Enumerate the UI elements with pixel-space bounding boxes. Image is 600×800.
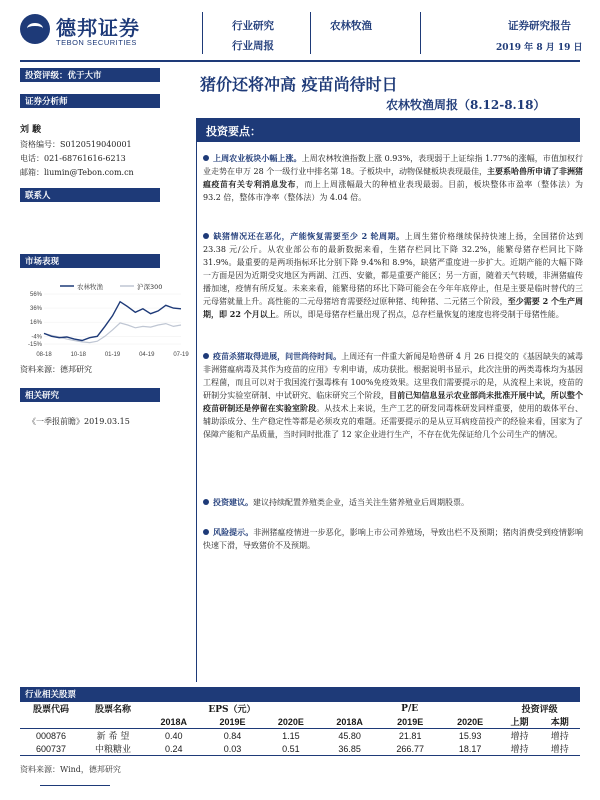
analyst-cert: 资格编号：S0120519040001 <box>20 140 132 149</box>
eps-value: 0.84 <box>223 730 242 741</box>
header-category: 行业研究 <box>232 20 274 32</box>
y-tick-label: -4% <box>31 334 42 341</box>
rating-last: 增持 <box>510 732 529 742</box>
header-sector: 农林牧渔 <box>330 20 372 32</box>
x-tick-label: 01-19 <box>104 352 121 358</box>
point-sector-performance <box>203 152 583 204</box>
bullet-icon <box>203 529 209 535</box>
col-year: 2018A <box>320 715 379 729</box>
col-year: 2019E <box>379 715 441 729</box>
col-year: 2018A <box>144 715 203 729</box>
market-chart-svg <box>20 280 189 360</box>
header-divider <box>202 12 203 54</box>
sidebar <box>20 68 160 268</box>
company-logo <box>20 12 170 50</box>
market-bar: 市场表现 <box>20 254 160 268</box>
col-header-last: 上期 <box>499 715 539 729</box>
point-emphasis: 目前已知信息显示农业部尚未批准开展中试，所以整个疫苗研制还是停留在实验室阶段 <box>203 390 583 413</box>
y-tick-label: 56% <box>29 292 42 298</box>
col-header-name: 股票名称 <box>82 702 144 716</box>
point-text: 。所以，即是母猪存栏量出现了拐点，总存栏量恢复的速度也将受制于母猪性能。 <box>275 310 564 319</box>
x-tick-label: 10-18 <box>70 352 86 358</box>
logo-emblem-icon <box>20 14 50 44</box>
eps-value: 1.15 <box>282 730 300 741</box>
stock-name: 新 希 望 <box>96 732 130 742</box>
eps-value: 0.03 <box>203 742 261 756</box>
point-text: ，而上上周涨幅最大的种植业表现最弱。目前，板块整体市盈率（整体法）为 93.2 倍，整体市净率（整体法）为 4.04 倍。 <box>203 180 583 202</box>
pe-value: 36.85 <box>320 742 379 756</box>
point-emphasis: 主要系哈兽所申请了非洲猪瘟疫苗有关专利消息发布 <box>203 166 583 189</box>
stock-code: 600737 <box>20 742 82 756</box>
col-header-this: 本期 <box>540 715 580 729</box>
report-title: 猪价还将冲高 疫苗尚待时日 <box>200 75 398 94</box>
point-investment-advice <box>203 496 583 509</box>
point-text: 上周农林牧渔指数上涨 0.93%，表现弱于上证综指 1.77%的涨幅，市值加权行业走势在申万 28 个一级行业中排名第 18。子板块中，动物保健板块表现最佳， <box>203 154 584 176</box>
header-divider <box>310 12 311 54</box>
chart-source: 资料来源：德邦研究 <box>20 365 92 374</box>
col-year: 2020E <box>441 715 499 729</box>
point-heading: 疫苗杀猪取得进展，问世尚待时间。 <box>213 351 342 361</box>
pe-value: 15.93 <box>458 730 482 741</box>
rating-bar: 投资评级：优于大市 <box>20 68 160 82</box>
report-header <box>0 0 600 62</box>
analyst-phone: 电话：021-68761616-6213 <box>20 154 126 163</box>
x-tick-label: 07-19 <box>173 352 189 358</box>
point-heading: 投资建议。 <box>213 497 253 507</box>
related-bar: 相关研究 <box>20 388 160 402</box>
header-report-label: 证券研究报告 <box>508 20 571 32</box>
point-text: 建议持续配置养殖类企业，适当关注生猪养殖业后周期股票。 <box>253 498 469 507</box>
analyst-name: 刘 駿 <box>20 125 42 135</box>
point-heading: 风险提示。 <box>213 527 254 537</box>
table-subheader-row <box>20 715 580 729</box>
point-risk-warning <box>203 526 583 552</box>
logo-english-name: TEBON SECURITIES <box>56 38 137 47</box>
legend-label: 农林牧渔 <box>77 283 103 291</box>
point-emphasis: 至少需要 2 个生产周期，即 22 个月以上 <box>203 296 584 319</box>
table-row[interactable] <box>20 729 580 743</box>
stock-code: 000876 <box>35 730 67 741</box>
market-performance-chart <box>20 280 189 360</box>
point-vaccine-progress <box>203 350 583 441</box>
analyst-bar: 证券分析师 <box>20 94 160 108</box>
pe-value: 266.77 <box>379 742 441 756</box>
logo-chinese-name: 德邦证券 <box>56 16 140 40</box>
related-stocks-table <box>20 701 580 756</box>
bullet-icon <box>203 353 209 359</box>
point-text: 上周还有一件重大新闻是哈兽研 4 月 26 日提交的《基因缺失的减毒非洲猪瘟病毒及其作为疫苗的应用》专利申请，成功获批。根据说明书显示，此次注册的两类毒株均为基因工程菌，而且可以对于我国流行强毒株有 100%免疫效果。这里我们需要提示的是，从流程上来说，疫苗的研制分实验室研制、中试研究、临床研究三个阶段， <box>203 352 583 400</box>
col-header-pe: P/E <box>320 702 499 716</box>
col-year: 2020E <box>262 715 320 729</box>
x-tick-label: 04-19 <box>139 352 155 358</box>
point-text: 上周生猪价格继续保持快速上扬，全国猪价达到 23.38 元/公斤。从农业部公布的最新数据来看，生猪存栏同比下降 32.2%，能繁母猪存栏同比下降 31.9%。最重要的是两项指标环比分别下降 9.4%和 8.9%，缺猪严重度进一步扩大。近期产能的大幅下降一方面是因为近期受灾地区为两湖、江西、安徽，都是重要产能区；另一方面，随着天气转暖，非洲猪瘟传播加速，疫情有所反复。未来来看，能繁母猪的环比下降可能会在今年年底停止，但是主要是临时替代的三元母猪就量上升。高性能的二元母猪培育需要经过原种猪、纯种猪、二元猪三个阶段， <box>203 232 583 306</box>
y-tick-label: 16% <box>29 320 42 327</box>
footer-rule <box>40 785 110 786</box>
header-divider <box>420 12 421 54</box>
y-tick-label: 36% <box>29 306 42 313</box>
key-points-bar: 投资要点： <box>196 118 580 142</box>
report-subtitle: 农林牧渔周报（8.12-8.18） <box>386 98 546 112</box>
pe-value: 21.81 <box>398 730 422 741</box>
series-line-agriculture <box>44 302 181 341</box>
rating-this: 增持 <box>540 742 580 756</box>
point-hog-shortage <box>203 230 583 321</box>
eps-value: 0.24 <box>144 742 203 756</box>
analyst-email[interactable]: 邮箱：liumin@Tebon.com.cn <box>20 168 134 177</box>
col-header-eps: EPS（元） <box>144 702 320 716</box>
rating-last: 增持 <box>499 742 539 756</box>
col-year: 2019E <box>203 715 261 729</box>
x-tick-label: 08-18 <box>36 352 52 358</box>
point-heading: 上周农业板块小幅上涨。 <box>213 153 302 163</box>
table-header-row <box>20 702 580 716</box>
contact-bar: 联系人 <box>20 188 160 202</box>
table-row[interactable] <box>20 742 580 756</box>
rating-this: 增持 <box>550 732 569 742</box>
legend-label: 沪深300 <box>137 283 163 291</box>
header-rule <box>20 60 580 62</box>
related-stocks-bar: 行业相关股票 <box>20 687 580 701</box>
col-header-rating: 投资评级 <box>499 702 580 716</box>
point-heading: 缺猪情况还在恶化，产能恢复需要至少 2 轮周期。 <box>213 231 405 241</box>
bullet-icon <box>203 155 209 161</box>
pe-value: 45.80 <box>338 730 361 741</box>
bullet-icon <box>203 233 209 239</box>
related-report-link[interactable]: 《一季报前瞻》2019.03.15 <box>28 417 130 426</box>
content-rule <box>196 142 197 682</box>
point-text: 。从技术上来说，生产工艺的研发同毒株研发同样重要，使用的载体平台、辅助添成分、生产稳定性等都是必须攻克的难题。还需要提示的是从豆耳病疫苗投产的经验来看，国家为了保障产能和产品质量，当时同时批准了 12 家企业进行生产，不存在优先保证给几个公司生产的情况。 <box>203 404 583 439</box>
bullet-icon <box>203 499 209 505</box>
eps-value: 0.40 <box>164 730 183 741</box>
header-date: 2019 年 8 月 19 日 <box>496 43 583 53</box>
table-source: 资料来源：Wind，德邦研究 <box>20 765 121 774</box>
eps-value: 0.51 <box>262 742 320 756</box>
series-line-csi300 <box>44 323 181 343</box>
stock-name: 中粮糖业 <box>82 742 144 756</box>
col-header-code: 股票代码 <box>20 702 82 716</box>
point-text: 非洲猪瘟疫情进一步恶化，影响上市公司养殖场，导致出栏不及预期；猪肉消费受到疫情影响快速下滑，导致猪价不及预期。 <box>203 528 584 550</box>
y-tick-label: -15% <box>27 342 42 348</box>
header-report-type: 行业周报 <box>232 40 274 52</box>
pe-value: 18.17 <box>441 742 499 756</box>
